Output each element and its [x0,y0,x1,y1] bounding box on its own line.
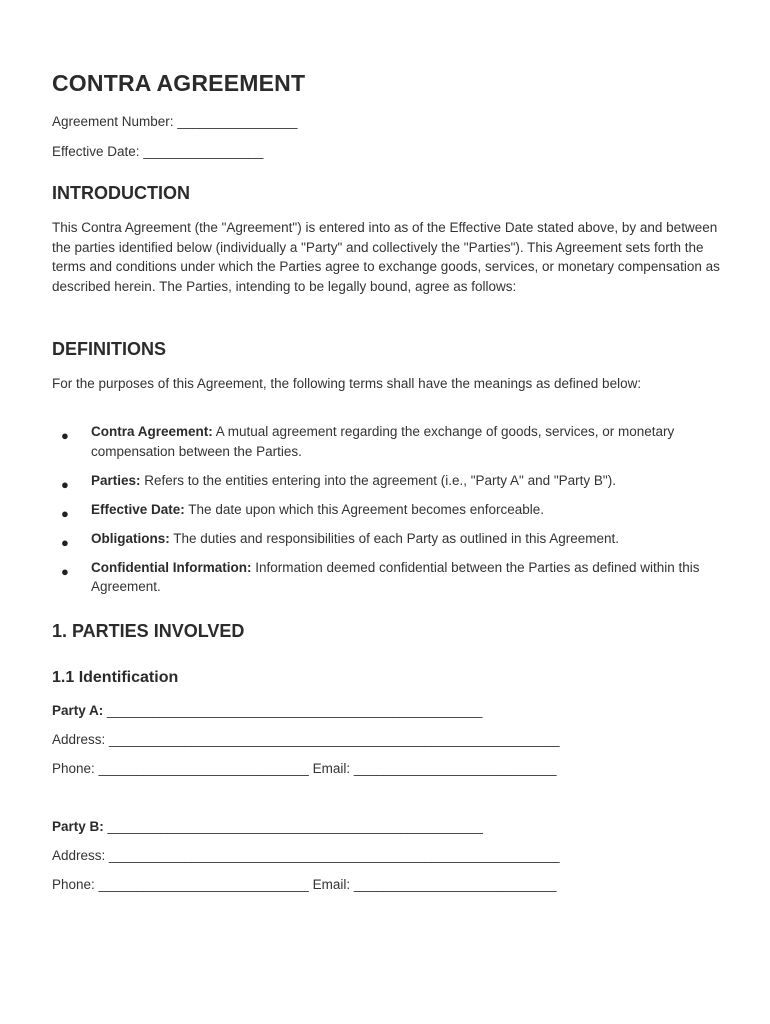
bullet-icon: ● [61,534,69,550]
definition-text: The date upon which this Agreement becomes enforceable. [184,501,545,517]
party-a-address-line [52,732,560,747]
definition-term: Parties: [91,472,141,488]
party-b-label: Party B: [52,819,104,834]
definition-text: Refers to the entities entering into the agreement (i.e., "Party A" and "Party B"). [140,472,616,488]
agreement-number-line [52,114,297,129]
party-a-address-blank[interactable]: ____________________________________________________________ [109,732,560,747]
party-a-phone-blank[interactable]: ____________________________ [98,761,309,776]
definitions-list [52,422,722,606]
party-b-phone-blank[interactable]: ____________________________ [98,877,309,892]
party-b-email-label: Email: [312,877,351,892]
effective-date-blank: ________________ [143,144,264,159]
bullet-icon: ● [61,476,69,492]
definition-term: Contra Agreement: [91,424,213,439]
party-a-phone-label: Phone: [52,761,95,776]
party-a-email-blank[interactable]: ___________________________ [353,761,557,776]
party-a-email-label: Email: [312,761,351,776]
agreement-number-blank: ________________ [177,114,298,129]
agreement-number-label: Agreement Number: [52,114,174,129]
party-a-label: Party A: [52,703,104,718]
identification-subheading: 1.1 Identification [52,669,179,686]
party-b-address-line [52,848,560,863]
definition-text: A mutual agreement regarding the exchange of goods, services, or monetary compensation between the Parties. [91,424,675,459]
party-b-address-label: Address: [52,848,106,863]
definition-text: The duties and responsibilities of each Party as outlined in this Agreement. [169,530,620,546]
list-item [52,471,722,491]
party-b-blank[interactable]: __________________________________________________ [107,819,483,834]
party-a-contact-line [52,761,557,776]
party-b-phone-label: Phone: [52,877,95,892]
document-title: CONTRA AGREEMENT [52,70,306,96]
bullet-icon: ● [61,428,69,443]
introduction-heading: INTRODUCTION [52,183,190,203]
list-item [52,422,722,461]
list-item [52,529,722,549]
party-a-line [52,703,482,718]
party-b-contact-line [52,877,557,892]
effective-date-label: Effective Date: [52,144,140,159]
party-a-blank[interactable]: __________________________________________________ [107,703,483,718]
party-a-address-label: Address: [52,732,106,747]
definition-term: Obligations: [91,530,170,546]
list-item [52,558,722,597]
bullet-icon: ● [61,563,69,579]
definition-term: Effective Date: [91,501,185,517]
definitions-intro: For the purposes of this Agreement, the following terms shall have the meanings as defined below: [52,376,642,391]
definition-text: Information deemed confidential between the Parties as defined within this Agreement. [91,559,700,594]
parties-heading: 1. PARTIES INVOLVED [52,621,245,641]
bullet-icon: ● [61,505,69,521]
introduction-text: This Contra Agreement (the "Agreement") is entered into as of the Effective Date stated above, by and between the parties identified below (individually a "Party" and collectively the "Parties"). This Agreement sets forth the terms and conditions under which the Parties agree to exchange goods, services, or monetary compensation as described herein. The Parties, intending to be legally bound, agree as follows: [52,220,720,295]
party-b-email-blank[interactable]: ___________________________ [353,877,557,892]
party-b-address-blank[interactable]: ____________________________________________________________ [109,848,560,863]
effective-date-line [52,144,263,159]
party-b-line [52,819,483,834]
list-item [52,500,722,520]
definition-term: Confidential Information: [91,559,252,575]
definitions-heading: DEFINITIONS [52,339,167,359]
